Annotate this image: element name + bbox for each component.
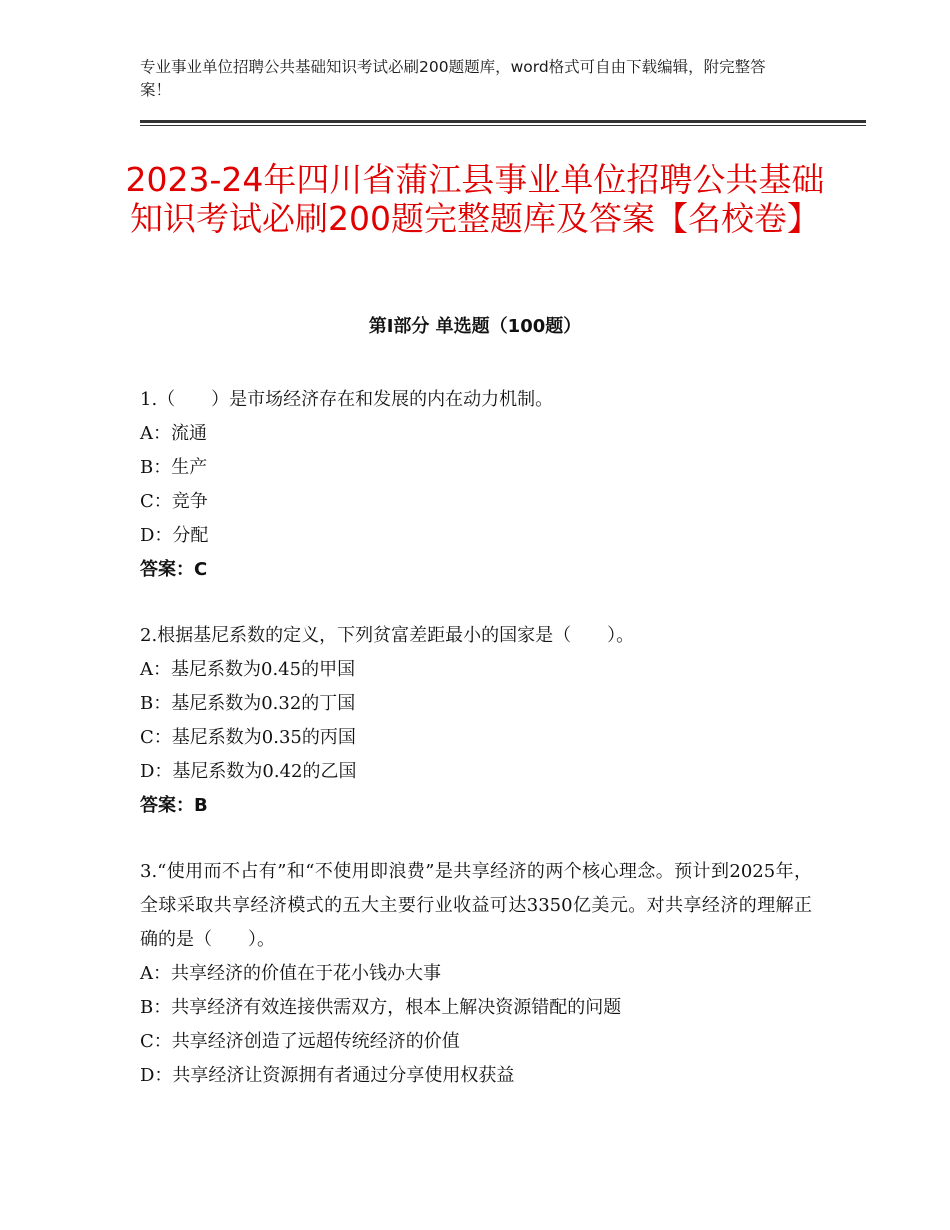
option-d: D：基尼系数为0.42的乙国 xyxy=(140,761,357,782)
header-rule-thick xyxy=(140,120,866,123)
option-b: B：基尼系数为0.32的丁国 xyxy=(140,693,356,714)
option-b: B：共享经济有效连接供需双方，根本上解决资源错配的问题 xyxy=(140,997,622,1018)
question-stem: 1.（ ）是市场经济存在和发展的内在动力机制。 xyxy=(140,389,554,410)
header-rule-thin xyxy=(140,125,866,126)
option-a: A：基尼系数为0.45的甲国 xyxy=(140,659,356,680)
option-a: A：共享经济的价值在于花小钱办大事 xyxy=(140,963,441,984)
header-note: 专业事业单位招聘公共基础知识考试必刷200题题库，word格式可自由下载编辑，附完整答案！ xyxy=(140,58,766,99)
option-d: D：分配 xyxy=(140,525,209,546)
option-a: A：流通 xyxy=(140,423,207,444)
question-list xyxy=(140,383,812,1125)
question-1 xyxy=(140,383,812,587)
option-b: B：生产 xyxy=(140,457,208,478)
section-heading: 第Ⅰ部分 单选题（100题） xyxy=(368,316,582,337)
option-d: D：共享经济让资源拥有者通过分享使用权获益 xyxy=(140,1065,515,1086)
question-stem: 2.根据基尼系数的定义，下列贫富差距最小的国家是（ ）。 xyxy=(140,625,635,646)
answer: 答案：C xyxy=(140,559,208,580)
question-stem: 3.“使用而不占有”和“不使用即浪费”是共享经济的两个核心理念。预计到2025年，全球采取共享经济模式的五大主要行业收益可达3350亿美元。对共享经济的理解正确的是（ ）。 xyxy=(140,861,812,950)
question-2 xyxy=(140,619,812,823)
question-3 xyxy=(140,855,812,1093)
option-c: C：共享经济创造了远超传统经济的价值 xyxy=(140,1031,460,1052)
option-c: C：竞争 xyxy=(140,491,208,512)
answer: 答案：B xyxy=(140,795,208,816)
document-title: 2023-24年四川省蒲江县事业单位招聘公共基础知识考试必刷200题完整题库及答案【名校卷】 xyxy=(125,160,825,238)
option-c: C：基尼系数为0.35的丙国 xyxy=(140,727,356,748)
